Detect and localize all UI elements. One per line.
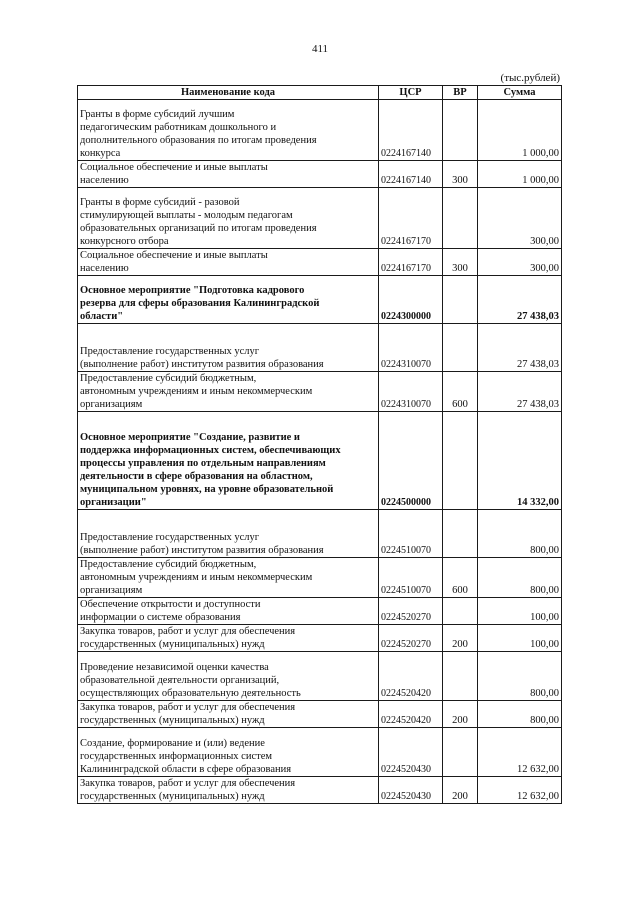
- row-name-cell: Социальное обеспечение и иные выплаты населению: [78, 161, 379, 188]
- row-csr-cell: 0224520420: [379, 701, 443, 728]
- row-name-cell: Создание, формирование и (или) ведение государственных информационных систем Калининградской области в сфере образования: [78, 728, 379, 777]
- row-csr-cell: 0224510070: [379, 558, 443, 598]
- table-row: [78, 188, 562, 249]
- row-sum-cell: 800,00: [478, 510, 562, 558]
- row-csr-cell: 0224520420: [379, 652, 443, 701]
- row-vr-cell: 600: [443, 372, 478, 412]
- header-sum: Сумма: [478, 86, 562, 100]
- row-sum-cell: 14 332,00: [478, 412, 562, 510]
- row-vr-cell: [443, 728, 478, 777]
- row-csr-cell: 0224310070: [379, 324, 443, 372]
- row-vr-cell: [443, 276, 478, 324]
- row-vr-cell: [443, 652, 478, 701]
- row-name-cell: Предоставление государственных услуг (выполнение работ) институтом развития образования: [78, 324, 379, 372]
- row-name-cell: Основное мероприятие "Подготовка кадрового резерва для сферы образования Калининградской области": [78, 276, 379, 324]
- row-vr-cell: 200: [443, 777, 478, 804]
- row-sum-cell: 27 438,03: [478, 324, 562, 372]
- table-row: [78, 777, 562, 804]
- row-name-cell: Закупка товаров, работ и услуг для обеспечения государственных (муниципальных) нужд: [78, 701, 379, 728]
- table-body: [78, 100, 562, 804]
- header-name: Наименование кода: [78, 86, 379, 100]
- header-csr: ЦСР: [379, 86, 443, 100]
- row-csr-cell: 0224310070: [379, 372, 443, 412]
- row-vr-cell: [443, 188, 478, 249]
- row-name-cell: Обеспечение открытости и доступности информации о системе образования: [78, 598, 379, 625]
- row-sum-cell: 800,00: [478, 558, 562, 598]
- table-row: [78, 728, 562, 777]
- table-row: [78, 652, 562, 701]
- table-row: [78, 100, 562, 161]
- row-sum-cell: 1 000,00: [478, 161, 562, 188]
- row-vr-cell: [443, 412, 478, 510]
- table-row: [78, 372, 562, 412]
- page-number: 411: [311, 43, 329, 55]
- row-sum-cell: 1 000,00: [478, 100, 562, 161]
- row-csr-cell: 0224520430: [379, 777, 443, 804]
- row-vr-cell: [443, 598, 478, 625]
- row-name-cell: Предоставление субсидий бюджетным, автономным учреждениям и иным некоммерческим организациям: [78, 558, 379, 598]
- row-name-cell: Предоставление субсидий бюджетным, автономным учреждениям и иным некоммерческим организациям: [78, 372, 379, 412]
- row-name-cell: Закупка товаров, работ и услуг для обеспечения государственных (муниципальных) нужд: [78, 777, 379, 804]
- table-row: [78, 701, 562, 728]
- row-name-cell: Социальное обеспечение и иные выплаты населению: [78, 249, 379, 276]
- row-vr-cell: [443, 510, 478, 558]
- row-csr-cell: 0224167140: [379, 161, 443, 188]
- row-sum-cell: 300,00: [478, 188, 562, 249]
- row-csr-cell: 0224167170: [379, 188, 443, 249]
- row-sum-cell: 800,00: [478, 652, 562, 701]
- row-name-cell: Проведение независимой оценки качества образовательной деятельности организаций, осуществляющих образовательную деятельность: [78, 652, 379, 701]
- row-name-cell: Гранты в форме субсидий - разовой стимулирующей выплаты - молодым педагогам образовательных организаций по итогам проведения конкурсного отбора: [78, 188, 379, 249]
- row-vr-cell: [443, 100, 478, 161]
- table-row: [78, 324, 562, 372]
- row-vr-cell: 600: [443, 558, 478, 598]
- units-label: (тыс.рублей): [500, 72, 560, 84]
- row-vr-cell: 200: [443, 625, 478, 652]
- row-vr-cell: 300: [443, 249, 478, 276]
- row-vr-cell: [443, 324, 478, 372]
- row-sum-cell: 12 632,00: [478, 777, 562, 804]
- row-sum-cell: 100,00: [478, 625, 562, 652]
- row-csr-cell: 0224300000: [379, 276, 443, 324]
- row-csr-cell: 0224167170: [379, 249, 443, 276]
- row-sum-cell: 12 632,00: [478, 728, 562, 777]
- table-row: [78, 510, 562, 558]
- row-sum-cell: 27 438,03: [478, 372, 562, 412]
- row-csr-cell: 0224500000: [379, 412, 443, 510]
- row-name-cell: Предоставление государственных услуг (выполнение работ) институтом развития образования: [78, 510, 379, 558]
- row-csr-cell: 0224510070: [379, 510, 443, 558]
- table-row: [78, 161, 562, 188]
- row-name-cell: Гранты в форме субсидий лучшим педагогическим работникам дошкольного и дополнительного образования по итогам проведения конкурса: [78, 100, 379, 161]
- header-vr: ВР: [443, 86, 478, 100]
- row-csr-cell: 0224167140: [379, 100, 443, 161]
- row-sum-cell: 100,00: [478, 598, 562, 625]
- row-sum-cell: 27 438,03: [478, 276, 562, 324]
- row-name-cell: Основное мероприятие "Создание, развитие и поддержка информационных систем, обеспечивающих процессы управления по отдельным направлениям деятельности в сфере образования на областном, муниципальном уровнях, на уровне образовательной организации": [78, 412, 379, 510]
- row-vr-cell: 200: [443, 701, 478, 728]
- table-row: [78, 276, 562, 324]
- row-csr-cell: 0224520430: [379, 728, 443, 777]
- table-header-row: [78, 86, 562, 100]
- row-vr-cell: 300: [443, 161, 478, 188]
- row-csr-cell: 0224520270: [379, 598, 443, 625]
- row-name-cell: Закупка товаров, работ и услуг для обеспечения государственных (муниципальных) нужд: [78, 625, 379, 652]
- budget-table: [77, 85, 562, 804]
- table-row: [78, 412, 562, 510]
- table-row: [78, 598, 562, 625]
- row-csr-cell: 0224520270: [379, 625, 443, 652]
- row-sum-cell: 300,00: [478, 249, 562, 276]
- table-row: [78, 558, 562, 598]
- table-row: [78, 625, 562, 652]
- row-sum-cell: 800,00: [478, 701, 562, 728]
- table-row: [78, 249, 562, 276]
